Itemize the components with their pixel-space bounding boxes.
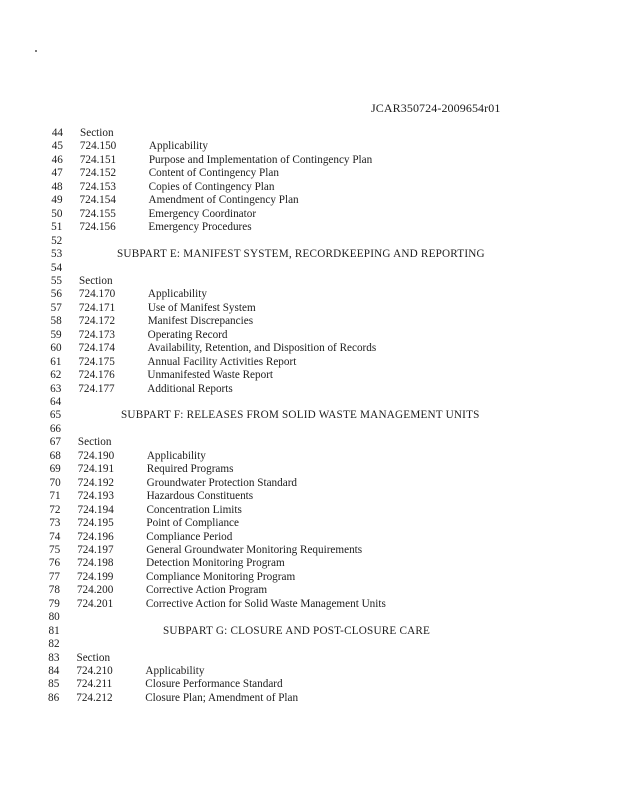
section-number: 724.154 [79, 194, 116, 207]
line-number: 82 [48, 638, 60, 651]
line-number: 55 [50, 274, 62, 287]
section-title: Applicability [148, 140, 208, 153]
line-number: 63 [50, 382, 62, 395]
section-number: 724.197 [77, 544, 114, 556]
line-number: 86 [48, 691, 60, 704]
section-number: 724.210 [76, 665, 113, 677]
section-number: 724.152 [79, 167, 117, 180]
line-number: 74 [49, 530, 61, 543]
scan-speck [35, 50, 37, 52]
line-number: 45 [51, 140, 63, 153]
section-number: 724.191 [77, 463, 115, 476]
line-number: 58 [50, 315, 62, 328]
section-number: 724.196 [77, 530, 114, 543]
line-number: 49 [51, 194, 63, 207]
line-number: 73 [49, 517, 61, 529]
line-number: 65 [49, 409, 62, 422]
section-number: 724.177 [78, 382, 115, 395]
section-number: 724.174 [78, 342, 115, 355]
section-number: 724.151 [79, 153, 117, 166]
line-number: 76 [48, 557, 61, 570]
section-number: 724.199 [77, 570, 114, 583]
section-title: Compliance Period [146, 530, 233, 543]
line-number: 83 [48, 651, 60, 664]
section-title: Compliance Monitoring Program [146, 570, 296, 583]
section-title: Point of Compliance [146, 517, 239, 529]
section-number: 724.176 [78, 369, 115, 382]
section-title: Applicability [145, 665, 205, 677]
document-id: JCAR350724-2009654r01 [371, 101, 501, 115]
section-number: 724.153 [79, 180, 116, 193]
line-number: 69 [49, 463, 61, 476]
line-number: 61 [50, 355, 62, 368]
section-number: 724.193 [77, 490, 114, 503]
line-number: 67 [49, 436, 61, 449]
section-title: Additional Reports [147, 382, 233, 395]
section-title: Corrective Action for Solid Waste Management Units [145, 597, 386, 610]
section-title: Closure Plan; Amendment of Plan [145, 691, 299, 704]
section-title: Required Programs [146, 463, 234, 476]
section-number: 724.150 [79, 140, 117, 153]
section-number: 724.200 [76, 584, 114, 597]
line-number: 59 [50, 328, 62, 341]
section-title: Copies of Contingency Plan [148, 180, 275, 193]
subpart-heading: SUBPART F: RELEASES FROM SOLID WASTE MANAGEMENT UNITS [121, 409, 480, 422]
line-number: 62 [50, 369, 62, 382]
line-number: 71 [49, 490, 61, 503]
section-number: 724.171 [78, 301, 116, 314]
section-title: Manifest Discrepancies [147, 315, 254, 328]
section-number: 724.211 [76, 678, 113, 691]
section-number: Section [77, 436, 112, 449]
section-title: Content of Contingency Plan [148, 167, 279, 180]
line-number: 79 [48, 597, 60, 610]
section-title: Amendment of Contingency Plan [148, 194, 299, 207]
line-number: 50 [51, 207, 63, 220]
section-number: 724.156 [79, 221, 116, 234]
line-number: 52 [51, 234, 63, 247]
line-number: 80 [48, 611, 60, 624]
section-number: 724.175 [78, 355, 115, 368]
section-number: 724.194 [77, 503, 114, 516]
line-number: 78 [48, 584, 60, 597]
section-number: 724.192 [77, 476, 115, 489]
section-number: 724.198 [77, 557, 114, 570]
line-number: 53 [51, 248, 63, 261]
section-number: 724.172 [78, 315, 116, 328]
section-number: 724.155 [79, 207, 116, 220]
line-number: 68 [49, 449, 61, 462]
line-number: 84 [48, 665, 60, 677]
section-title: Detection Monitoring Program [146, 557, 285, 570]
line-number: 47 [51, 167, 63, 180]
line-number: 57 [50, 301, 62, 314]
subpart-heading: SUBPART E: MANIFEST SYSTEM, RECORDKEEPING AND REPORTING [117, 248, 485, 261]
section-title: Groundwater Protection Standard [146, 476, 298, 489]
section-title: Closure Performance Standard [145, 678, 283, 691]
section-number: Section [80, 127, 114, 139]
section-title: Applicability [146, 449, 206, 462]
section-number: Section [79, 274, 113, 287]
section-title: Applicability [147, 288, 207, 301]
line-number: 54 [50, 261, 63, 274]
section-number: 724.170 [78, 288, 116, 301]
line-number: 56 [50, 288, 62, 301]
line-number: 46 [51, 153, 63, 166]
line-number: 51 [51, 221, 63, 234]
line-number: 85 [48, 678, 60, 691]
line-number: 70 [49, 476, 61, 489]
line-number: 81 [48, 624, 60, 637]
section-number: 724.173 [78, 328, 115, 341]
section-number: 724.195 [77, 517, 114, 529]
subpart-heading: SUBPART G: CLOSURE AND POST-CLOSURE CARE [163, 624, 431, 637]
section-title: General Groundwater Monitoring Requirements [146, 544, 363, 556]
section-title: Hazardous Constituents [146, 490, 254, 503]
section-title: Use of Manifest System [147, 301, 256, 314]
section-title: Emergency Coordinator [148, 207, 257, 220]
line-number: 44 [51, 127, 63, 139]
section-number: 724.201 [76, 597, 114, 610]
section-title: Concentration Limits [146, 503, 242, 516]
line-number: 60 [50, 342, 62, 355]
section-number: 724.190 [77, 449, 115, 462]
section-title: Emergency Procedures [148, 221, 252, 234]
section-title: Annual Facility Activities Report [147, 355, 297, 368]
section-title: Corrective Action Program [145, 584, 268, 597]
section-title: Availability, Retention, and Disposition of Records [147, 342, 377, 355]
section-number: Section [76, 651, 111, 664]
line-number: 77 [48, 570, 61, 583]
section-number: 724.212 [76, 691, 113, 704]
line-number: 64 [50, 396, 62, 408]
line-number: 72 [49, 503, 61, 516]
line-number: 48 [51, 180, 63, 193]
line-number: 75 [49, 544, 61, 556]
section-title: Operating Record [147, 328, 228, 341]
section-title: Unmanifested Waste Report [147, 369, 274, 382]
section-title: Purpose and Implementation of Contingency Plan [148, 153, 373, 166]
line-number: 66 [49, 422, 62, 435]
